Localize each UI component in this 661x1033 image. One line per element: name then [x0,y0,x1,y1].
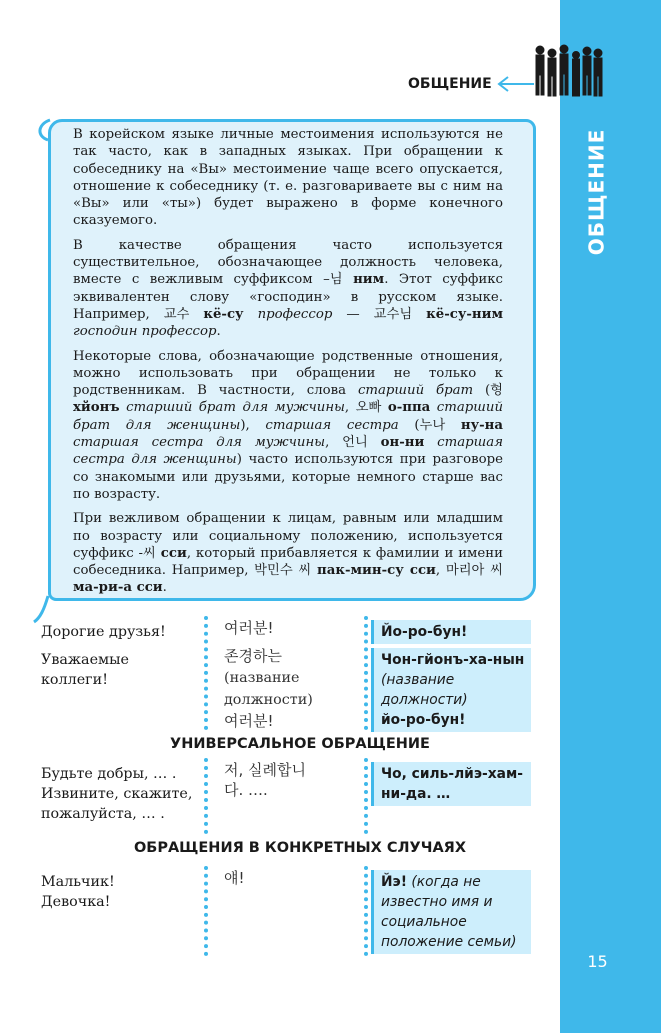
phrase-russian: Уважаемые коллеги! [41,652,130,688]
phrase-transcription: Йо-ро-бун! [371,620,531,644]
page-number: 15 [587,952,608,971]
phrase-transcription: Чон-гйонъ-ха-нын (название должности) йо-ро-бун! [371,648,531,732]
phrase-transcription: Йэ! (когда не известно имя и социальное положение семьи) [371,870,531,954]
side-section-title: ОБЩЕНИЕ [584,128,608,256]
info-paragraph: При вежливом обращении к лицам, равным или младшим по возрасту или социальному положению, используется суффикс -씨 сси, который прибавляется к фамилии и имени собеседника. Например, 박민수 씨 пак-мин-су сси, 마리아 씨 ма-ри-а сси. [73,511,503,596]
info-box-text [73,126,503,604]
column-divider [204,758,212,834]
phrase-korean: 여러분! [224,619,274,637]
arrow-left-icon [496,74,536,94]
column-divider [204,866,212,956]
people-group-icon [530,44,606,102]
phrase-korean: 얘! [224,869,245,887]
phrase-korean: 존경하는 (название должности) 여러분! [224,647,313,730]
info-paragraph: В качестве обращения часто используется существительное, обозначающее должность человека, вместе с вежливым суффиксом –님 ним. Этот суффикс эквивалентен слову «господин» в русском языке. Например, 교수 кё-су профессор — 교수님 кё-су-ним господин профессор. [73,237,504,340]
phrase-korean: 저, 실례합니 다. …. [224,761,306,799]
phrase-russian: Будьте добры, … . Извините, скажите, пожалуйста, … . [41,766,193,822]
phrase-transcription: Чо, силь-лйэ-хам-ни-да. … [371,762,531,806]
section-subheading: ОБРАЩЕНИЯ В КОНКРЕТНЫХ СЛУЧАЯХ [133,840,467,856]
section-subheading: УНИВЕРСАЛЬНОЕ ОБРАЩЕНИЕ [170,736,430,752]
info-paragraph: Некоторые слова, обозначающие родственные отношения, можно использовать при обращении не только к родственникам. В частности, слова старший брат (형 хйонъ старший брат для мужчины, 오빠 о-ппа старший брат для женщины), старшая сестра (누나 ну-на старшая сестра для мужчины, 언니 он-ни старшая сестра для женщины) часто используются при разговоре со знакомыми или друзьями, которые немного старше вас по возрасту. [73,348,504,502]
section-header: ОБЩЕНИЕ [408,76,492,92]
info-paragraph: В корейском языке личные местоимения используются не так часто, как в западных языках. При обращении к собеседнику на «Вы» местоимение чаще всего опускается, отношение к собеседнику (т. е. разговариваете вы с ним на «Вы» или «ты») будет выражено в форме конечного сказуемого. [73,127,503,229]
column-divider [204,616,212,730]
phrase-russian: Мальчик! Девочка! [41,874,115,910]
phrase-russian: Дорогие друзья! [41,624,166,640]
